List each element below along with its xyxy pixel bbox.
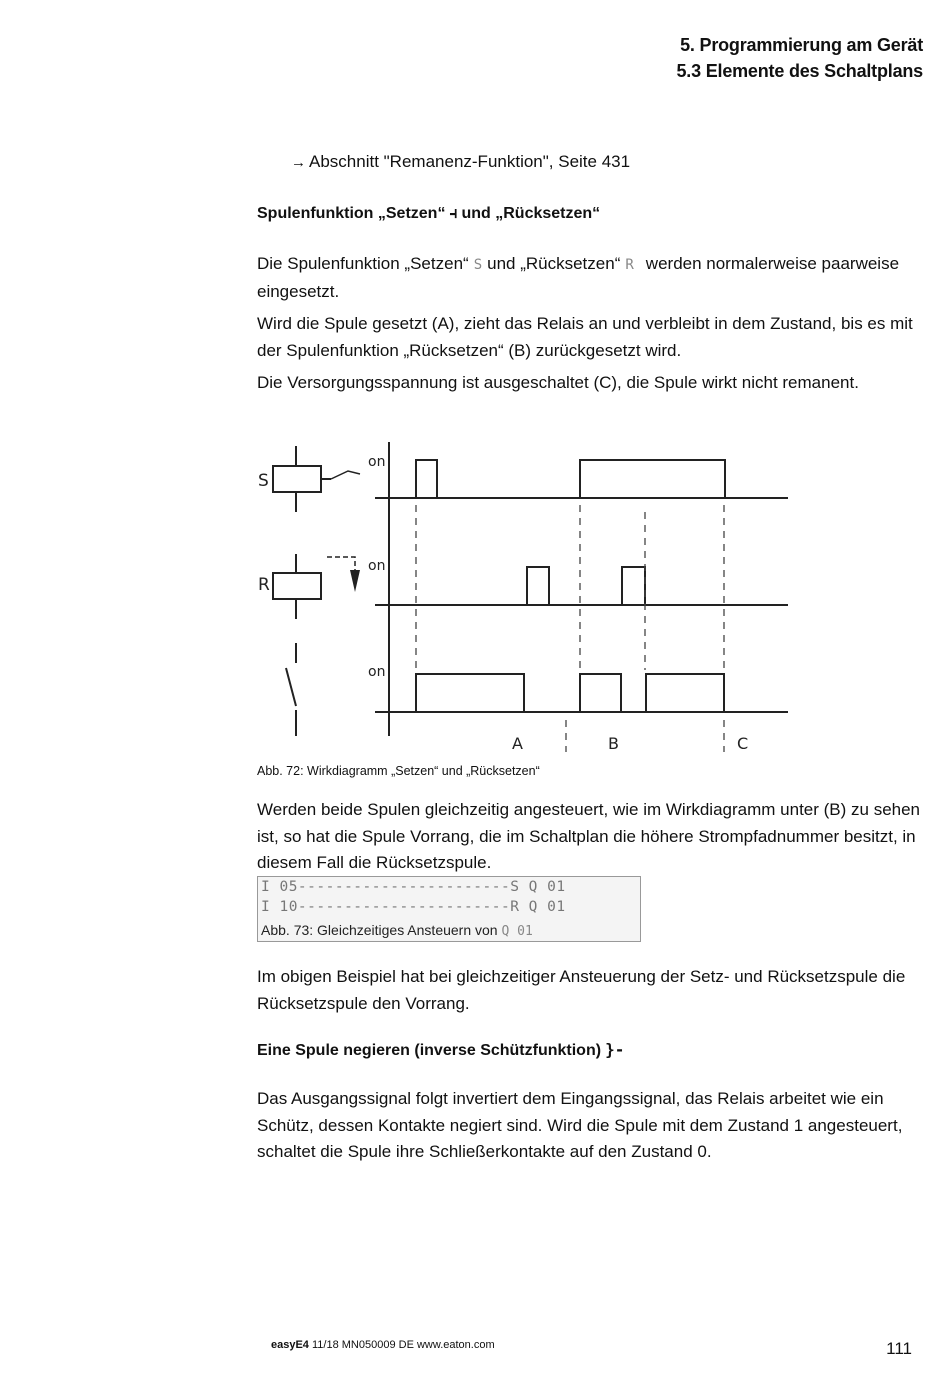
heading-negate-coil: Eine Spule negieren (inverse Schützfunktion) }- (257, 1040, 625, 1059)
s-coil-icon (273, 446, 360, 512)
on-label: on (368, 664, 386, 680)
cross-reference[interactable] (291, 152, 630, 172)
circuit-line: I 05-----------------------S Q 01 (261, 879, 566, 895)
figure-caption-72: Abb. 72: Wirkdiagramm „Setzen“ und „Rücksetzen“ (257, 764, 540, 778)
negate-coil-icon: }- (605, 1040, 625, 1059)
figure-caption-73: Abb. 73: Gleichzeitiges Ansteuern von Q 01 (261, 922, 533, 939)
paragraph-set: Wird die Spule gesetzt (A), zieht das Relais an und verbleibt in dem Zustand, bis es mit der Spulenfunktion „Rücksetzen“ (B) zurückgesetzt wird. (257, 314, 913, 360)
heading-set-reset: Spulenfunktion „Setzen“ ⫞ und „Rücksetzen“ (257, 203, 601, 222)
marker-a: A (512, 734, 523, 753)
label-r: R (258, 575, 270, 595)
timing-diagram (250, 435, 810, 760)
paragraph-power-off: Die Versorgungsspannung ist ausgeschaltet (C), die Spule wirkt nicht remanent. (257, 373, 859, 392)
output-signal-line (389, 674, 788, 712)
paragraph-priority: Werden beide Spulen gleichzeitig angesteuert, wie im Wirkdiagramm unter (B) zu sehen ist, so hat die Spule Vorrang, die im Schaltplan die höhere Strompfadnummer besitzt, in diesem Fall die Rücksetzspule. (257, 800, 921, 872)
page-number: 111 (886, 1339, 912, 1358)
paragraph-intro: Die Spulenfunktion „Setzen“ S und „Rücksetzen“ R werden normalerweise paarweise eingesetzt. (257, 254, 900, 301)
footer: easyE4 11/18 MN050009 DE www.eaton.com (271, 1339, 495, 1351)
s-symbol: S (473, 257, 483, 273)
paragraph-negation: Das Ausgangssignal folgt invertiert dem Eingangssignal, das Relais arbeitet wie ein Schütz, dessen Kontakte negiert sind. Wird die Spule mit dem Zustand 1 angesteuert, schaltet die Spule ihre Schließerkontakte auf den Zustand 0. (257, 1089, 903, 1161)
reference-text[interactable]: Abschnitt "Remanenz-Funktion", Seite 431 (309, 152, 631, 171)
r-symbol: R (625, 257, 634, 273)
r-signal-line (389, 567, 788, 605)
on-label: on (368, 454, 386, 470)
marker-b: B (608, 734, 619, 753)
set-coil-icon: ⫞ (449, 203, 458, 222)
circuit-line: I 10-----------------------R Q 01 (261, 899, 566, 915)
marker-c: C (737, 734, 749, 753)
section-header: 5.3 Elemente des Schaltplans (676, 61, 923, 81)
contact-icon (286, 643, 296, 736)
label-s: S (258, 471, 269, 491)
paragraph-example: Im obigen Beispiel hat bei gleichzeitiger Ansteuerung der Setz- und Rücksetzspule die Rücksetzspule den Vorrang. (257, 967, 906, 1013)
on-label: on (368, 558, 386, 574)
circuit-diagram-box (257, 876, 641, 942)
r-coil-icon (273, 554, 355, 619)
arrow-right-icon: → (291, 154, 306, 171)
chapter-header: 5. Programmierung am Gerät (680, 35, 923, 55)
arrow-down-icon (350, 570, 360, 592)
s-signal-line (389, 460, 788, 498)
